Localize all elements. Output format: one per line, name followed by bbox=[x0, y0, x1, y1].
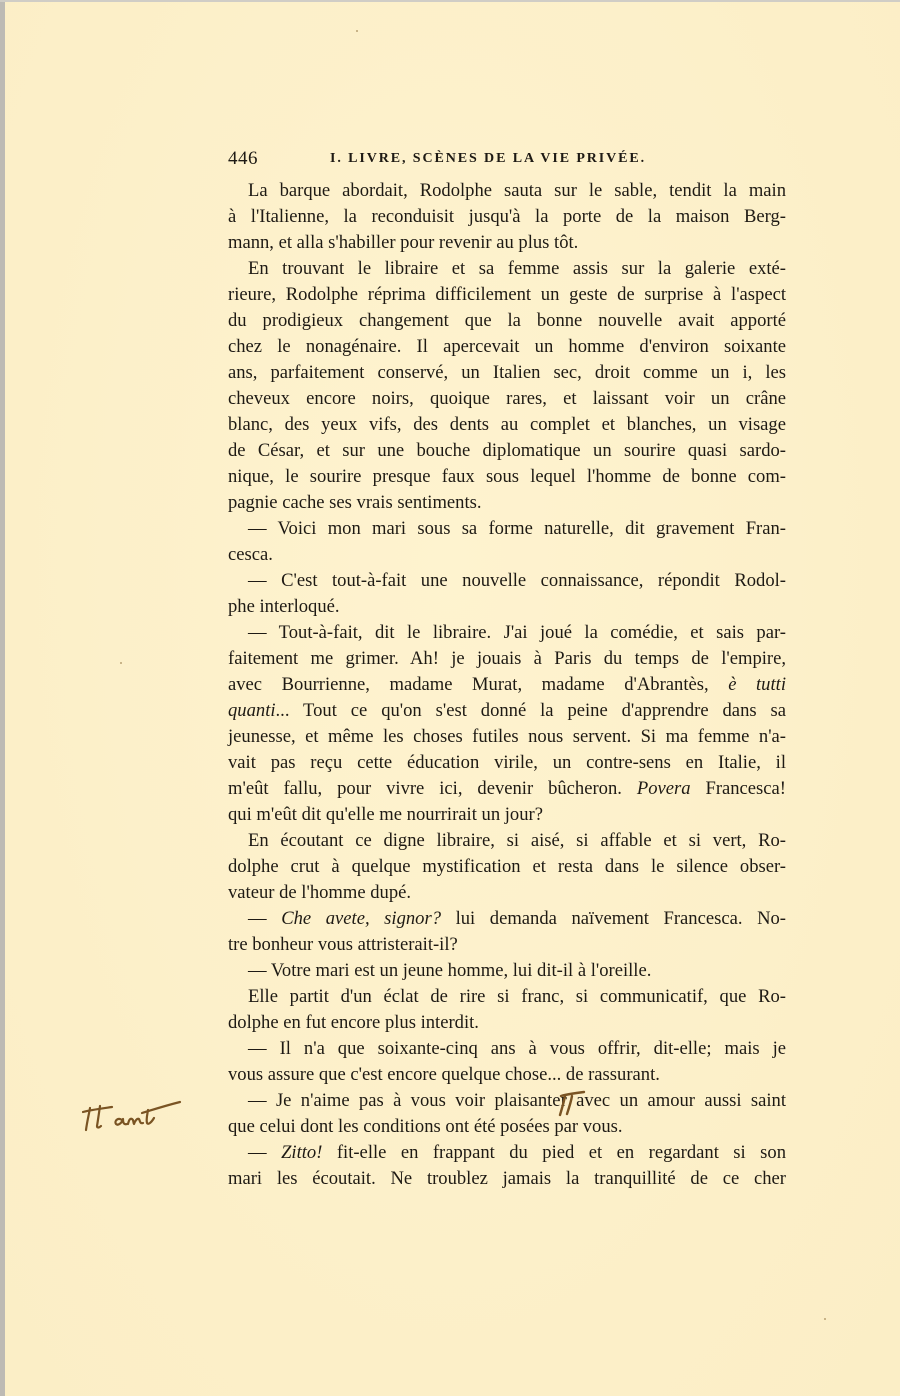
italic-segment: Che avete, signor? bbox=[281, 908, 441, 929]
text-line: qui m'eût dit qu'elle me nourrirait un jour? bbox=[228, 804, 543, 825]
text-line: à l'Italienne, la reconduisit jusqu'à la porte de la maison Berg- bbox=[228, 206, 786, 227]
text-segment: ... Tout ce qu'on s'est donné la peine d'apprendre dans sa bbox=[275, 700, 786, 721]
text-line bbox=[228, 906, 786, 932]
text-line: rieure, Rodolphe réprima difficilement un geste de surprise à l'aspect bbox=[228, 284, 786, 305]
text-line: En écoutant ce digne libraire, si aisé, si affable et si vert, Ro- bbox=[248, 830, 786, 851]
text-line: ans, parfaitement conservé, un Italien sec, droit comme un i, les bbox=[228, 362, 786, 383]
text-line bbox=[228, 698, 786, 724]
text-segment: fit-elle en frappant du pied et en regardant si son bbox=[322, 1142, 786, 1163]
italic-segment: è tutti bbox=[728, 674, 786, 695]
text-line: vous assure que c'est encore quelque chose... de rassurant. bbox=[228, 1064, 660, 1085]
running-head bbox=[228, 148, 788, 176]
text-line: que celui dont les conditions ont été posées par vous. bbox=[228, 1116, 623, 1137]
italic-segment: Povera bbox=[636, 778, 691, 799]
text-line: Elle partit d'un éclat de rire si franc, si communicatif, que Ro- bbox=[248, 986, 786, 1007]
body-text bbox=[228, 178, 786, 1192]
italic-segment: quanti bbox=[228, 700, 276, 721]
text-line: En trouvant le libraire et sa femme assis sur la galerie exté- bbox=[248, 258, 786, 279]
inline-correction-mark bbox=[556, 1090, 586, 1118]
text-line bbox=[228, 672, 786, 698]
page-top-edge bbox=[0, 0, 900, 2]
text-line: mari les écoutait. Ne troublez jamais la tranquillité de ce cher bbox=[228, 1168, 786, 1189]
text-line: faitement me grimer. Ah! je jouais à Paris du temps de l'empire, bbox=[228, 648, 786, 669]
text-line: du prodigieux changement que la bonne nouvelle avait apporté bbox=[228, 310, 786, 331]
text-line: tre bonheur vous attristerait-il? bbox=[228, 934, 458, 955]
text-line bbox=[228, 776, 786, 802]
text-line: chez le nonagénaire. Il apercevait un homme d'environ soixante bbox=[228, 336, 786, 357]
text-line: — Je n'aime pas à vous voir plaisanter avec un amour aussi saint bbox=[248, 1090, 786, 1111]
text-line: mann, et alla s'habiller pour revenir au plus tôt. bbox=[228, 232, 579, 253]
text-line: — C'est tout-à-fait une nouvelle connaissance, répondit Rodol- bbox=[248, 570, 786, 591]
text-segment: avec Bourrienne, madame Murat, madame d'Abrantès, bbox=[228, 674, 729, 695]
paper-speck bbox=[824, 1318, 826, 1320]
handwriting-icon bbox=[82, 1098, 192, 1134]
text-line: — Votre mari est un jeune homme, lui dit-il à l'oreille. bbox=[248, 960, 652, 981]
text-line bbox=[228, 1140, 786, 1166]
text-segment: — bbox=[248, 908, 282, 929]
correction-icon bbox=[556, 1090, 586, 1118]
text-line: pagnie cache ses vrais sentiments. bbox=[228, 492, 482, 513]
text-segment: m'eût fallu, pour vivre ici, devenir bûcheron. bbox=[228, 778, 637, 799]
handwritten-margin-annotation bbox=[82, 1098, 192, 1134]
text-line: blanc, des yeux vifs, des dents au complet et blanches, un visage bbox=[228, 414, 786, 435]
text-line: phe interloqué. bbox=[228, 596, 340, 617]
text-line: La barque abordait, Rodolphe sauta sur le sable, tendit la main bbox=[248, 180, 786, 201]
text-line: cesca. bbox=[228, 544, 273, 565]
text-line: jeunesse, et même les choses futiles nous servent. Si ma femme n'a- bbox=[228, 726, 786, 747]
text-line: nique, le sourire presque faux sous lequel l'homme de bonne com- bbox=[228, 466, 786, 487]
text-line: — Tout-à-fait, dit le libraire. J'ai joué la comédie, et sais par- bbox=[248, 622, 786, 643]
text-line: de César, et sur une bouche diplomatique un sourire quasi sardo- bbox=[228, 440, 786, 461]
text-line: dolphe en fut encore plus interdit. bbox=[228, 1012, 479, 1033]
text-line: — Voici mon mari sous sa forme naturelle, dit gravement Fran- bbox=[248, 518, 786, 539]
text-line: vateur de l'homme dupé. bbox=[228, 882, 412, 903]
text-line: vait pas reçu cette éducation virile, un contre-sens en Italie, il bbox=[228, 752, 786, 773]
text-segment: Francesca! bbox=[690, 778, 786, 799]
italic-segment: Zitto! bbox=[281, 1142, 323, 1163]
text-line: dolphe crut à quelque mystification et resta dans le silence obser- bbox=[228, 856, 786, 877]
text-line: — Il n'a que soixante-cinq ans à vous offrir, dit-elle; mais je bbox=[248, 1038, 786, 1059]
text-segment: lui demanda naïvement Francesca. No- bbox=[441, 908, 786, 929]
paper-speck bbox=[356, 30, 358, 32]
page-number: 446 bbox=[228, 148, 258, 169]
paper-speck bbox=[120, 662, 122, 664]
running-title: I. LIVRE, SCÈNES DE LA VIE PRIVÉE. bbox=[330, 151, 647, 166]
text-line: cheveux encore noirs, quoique rares, et laissant voir un crâne bbox=[228, 388, 786, 409]
text-segment: — bbox=[248, 1142, 282, 1163]
page-edge-shadow bbox=[0, 0, 5, 1396]
